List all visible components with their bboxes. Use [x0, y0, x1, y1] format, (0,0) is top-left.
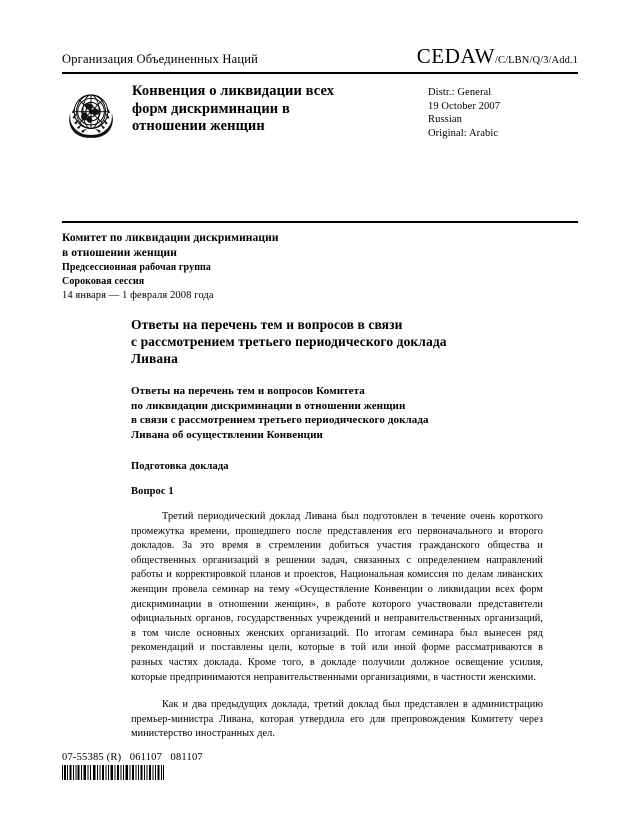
masthead [62, 44, 578, 143]
committee-name-line-1: Комитет по ликвидации дискриминации [62, 232, 279, 244]
document-subtitle-line-4: Ливана об осуществлении Конвенции [131, 428, 323, 441]
committee-session-dates: 14 января — 1 февраля 2008 года [62, 290, 214, 301]
masthead-body-row [62, 74, 578, 143]
document-title-line-2: с рассмотрением третьего периодического доклада [131, 334, 447, 349]
document-subtitle [131, 384, 543, 442]
answer-paragraph-1: Третий периодический доклад Ливана был подготовлен в течение очень короткого промежутка времени, прошедшего после представления его первоначального и второго докладов. За это время в стремлении добиться участия гражданского общества и общественных организаций в решении задач, связанных с определением направлений работы и корректировкой планов и проектов, Национальная комиссия по делам ливанских женщин провела семинар на тему «Осуществление Конвенции о ликвидации всех форм дискриминации в отношении женщин», в работе которого участвовали представители официальных органов, государственных учреждений и неправительственных организаций, в том числе основных женских организаций. По итогам семинара был вынесен ряд рекомендаций и поставлены цели, которые в той или иной форме рассматриваются в разных частях доклада. Кроме того, в докладе получили должное освещение усилия, которые предпринимаются неправительственными организациями, в частности женскими. [131, 511, 543, 683]
convention-title-line-2: форм дискриминации в [132, 100, 290, 117]
document-title-line-3: Ливана [131, 351, 179, 366]
job-number: 07-55385 (R) 061107 081107 [62, 752, 203, 763]
un-emblem-icon [62, 85, 120, 143]
distribution-date: 19 October 2007 [428, 100, 501, 112]
convention-title-line-1: Конвенция о ликвидации всех [132, 83, 335, 99]
document-title [131, 316, 543, 367]
emblem-cell [62, 83, 130, 143]
convention-title [130, 83, 428, 143]
section-heading-report-preparation: Подготовка доклада [131, 461, 229, 472]
distribution-scope: Distr.: General [428, 87, 492, 98]
document-barcode-icon [62, 765, 164, 780]
document-symbol [417, 44, 578, 69]
main-content [131, 316, 543, 752]
distribution-info [428, 83, 578, 143]
footer [62, 752, 482, 780]
section-divider [62, 221, 578, 223]
document-subtitle-line-3: в связи с рассмотрением третьего периодического доклада [131, 414, 429, 426]
masthead-top-row [62, 44, 578, 72]
document-title-line-1: Ответы на перечень тем и вопросов в связи [131, 317, 403, 332]
question-heading-1: Вопрос 1 [131, 486, 174, 497]
organization-name: Организация Объединенных Наций [62, 52, 259, 66]
document-symbol-main: CEDAW [416, 44, 496, 68]
committee-name-line-2: в отношении женщин [62, 247, 177, 259]
committee-working-group: Предсессионная рабочая группа [62, 262, 212, 273]
document-subtitle-line-2: по ликвидации дискриминации в отношении женщин [131, 399, 406, 412]
answer-paragraph-2: Как и два предыдущих доклада, третий доклад был представлен в администрацию премьер-министра Ливана, которая утвердила его для препровождения Комитету через министерство иностранных дел. [131, 699, 543, 740]
convention-title-line-3: отношении женщин [132, 118, 265, 134]
committee-block [62, 231, 482, 303]
distribution-language: Russian [428, 114, 462, 125]
document-symbol-suffix: /C/LBN/Q/3/Add.1 [495, 55, 578, 66]
document-subtitle-line-1: Ответы на перечень тем и вопросов Комитета [131, 385, 365, 397]
distribution-original-language: Original: Arabic [428, 127, 499, 139]
committee-session: Сороковая сессия [62, 275, 145, 287]
